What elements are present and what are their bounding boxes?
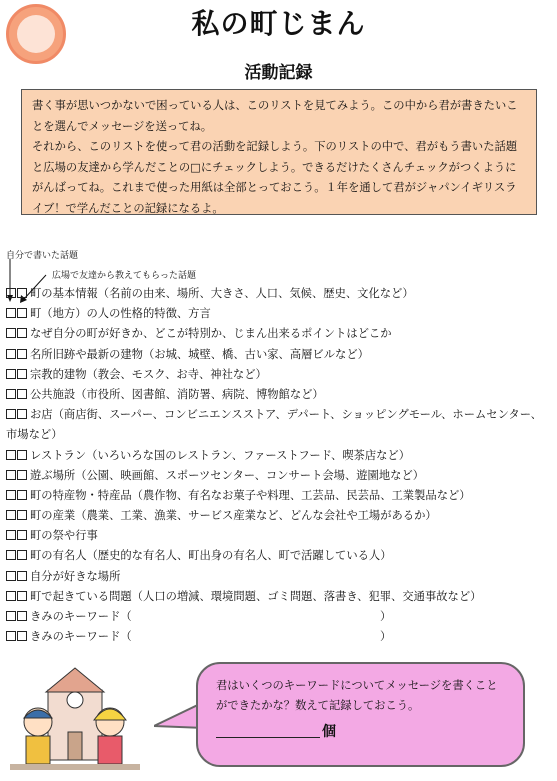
friend-checkbox[interactable] [17, 328, 27, 338]
topic-checklist [6, 284, 546, 647]
friend-checkbox[interactable] [17, 571, 27, 581]
page-subtitle: 活動記録 [244, 63, 313, 83]
checklist-item: レストラン（いろいろな国のレストラン、ファーストフード、喫茶店など） [6, 446, 546, 466]
checklist-item: 遊ぶ場所（公園、映画館、スポーツセンター、コンサート会場、遊園地など） [6, 466, 546, 486]
self-checkbox[interactable] [6, 328, 16, 338]
self-checkbox[interactable] [6, 591, 16, 601]
friend-checkbox[interactable] [17, 490, 27, 500]
self-checkbox[interactable] [6, 308, 16, 318]
instructions-paragraph-2: それから、このリストを使って君の活動を記録しよう。下のリストの中で、君がもう書いた話題と広場の友達から学んだことの□にチェックしよう。できるだけたくさんチェックがつくようにがんばってね。これまで使った用紙は全部とっておこう。１年を通して君がジャパンイギリスライブ！で学んだことの記録になるよ。 [32, 140, 518, 215]
count-unit: 個 [322, 724, 336, 740]
count-speech-bubble [196, 662, 525, 767]
bubble-text: 君はいくつのキーワードについてメッセージを書くことができたかな？数えて記録しておこう。 [216, 679, 498, 712]
instructions-paragraph-1: 書く事が思いつかないで困っている人は、このリストを見てみよう。この中から君が書きたいことを選んでメッセージを送ってね。 [32, 99, 518, 133]
checklist-item: 町の基本情報（名前の由来、場所、大きさ、人口、気候、歴史、文化など） [6, 284, 546, 304]
friend-checkbox[interactable] [17, 530, 27, 540]
friend-checkbox[interactable] [17, 611, 27, 621]
friend-checkbox[interactable] [17, 409, 27, 419]
checklist-item: 町の産業（農業、工業、漁業、サービス産業など、どんな会社や工場があるか） [6, 506, 546, 526]
friend-checkbox[interactable] [17, 369, 27, 379]
checklist-item: 町の特産物・特産品（農作物、有名なお菓子や料理、工芸品、民芸品、工業製品など） [6, 486, 546, 506]
checklist-item: お店（商店街、スーパー、コンビニエンスストア、デパート、ショッピングモール、ホームセンター、市場など） [6, 408, 542, 442]
friend-checkbox[interactable] [17, 308, 27, 318]
self-checkbox[interactable] [6, 409, 16, 419]
children-illustration [10, 660, 140, 778]
checklist-item: 町の有名人（歴史的な有名人、町出身の有名人、町で活躍している人） [6, 546, 546, 566]
self-checkbox[interactable] [6, 389, 16, 399]
self-checkbox[interactable] [6, 470, 16, 480]
friend-checkbox[interactable] [17, 450, 27, 460]
self-checkbox[interactable] [6, 450, 16, 460]
self-written-label: 自分で書いた話題 [6, 251, 79, 261]
self-checkbox[interactable] [6, 631, 16, 641]
checklist-item: 宗教的建物（教会、モスク、お寺、神社など） [6, 365, 546, 385]
self-checkbox[interactable] [6, 550, 16, 560]
checklist-item: 町で起きている問題（人口の増減、環境問題、ゴミ問題、落書き、犯罪、交通事故など） [6, 587, 546, 607]
friend-checkbox[interactable] [17, 288, 27, 298]
friend-checkbox[interactable] [17, 631, 27, 641]
checklist-item: 公共施設（市役所、図書館、消防署、病院、博物館など） [6, 385, 546, 405]
count-input[interactable] [216, 723, 320, 738]
self-checkbox[interactable] [6, 530, 16, 540]
checklist-item: なぜ自分の町が好きか、どこが特別か、じまん出来るポイントはどこか [6, 324, 546, 344]
checklist-item: 自分が好きな場所 [6, 567, 546, 587]
self-checkbox[interactable] [6, 510, 16, 520]
friend-checkbox[interactable] [17, 470, 27, 480]
checklist-item: 名所旧跡や最新の建物（お城、城壁、橋、古い家、高層ビルなど） [6, 345, 546, 365]
friend-checkbox[interactable] [17, 389, 27, 399]
checklist-item: 町（地方）の人の性格的特徴、方言 [6, 304, 546, 324]
friend-checkbox[interactable] [17, 591, 27, 601]
keyword-row: きみのキーワード（ ） [6, 627, 546, 647]
self-checkbox[interactable] [6, 369, 16, 379]
friend-checkbox[interactable] [17, 550, 27, 560]
self-checkbox[interactable] [6, 490, 16, 500]
self-checkbox[interactable] [6, 571, 16, 581]
keyword-row: きみのキーワード（ ） [6, 607, 546, 627]
page-title: 私の町じまん [191, 7, 366, 40]
checklist-item: 町の祭や行事 [6, 526, 546, 546]
self-checkbox[interactable] [6, 349, 16, 359]
self-checkbox[interactable] [6, 288, 16, 298]
friend-taught-label: 広場で友達から教えてもらった話題 [52, 271, 197, 281]
self-checkbox[interactable] [6, 611, 16, 621]
instructions-box [21, 89, 537, 215]
friend-checkbox[interactable] [17, 510, 27, 520]
friend-checkbox[interactable] [17, 349, 27, 359]
